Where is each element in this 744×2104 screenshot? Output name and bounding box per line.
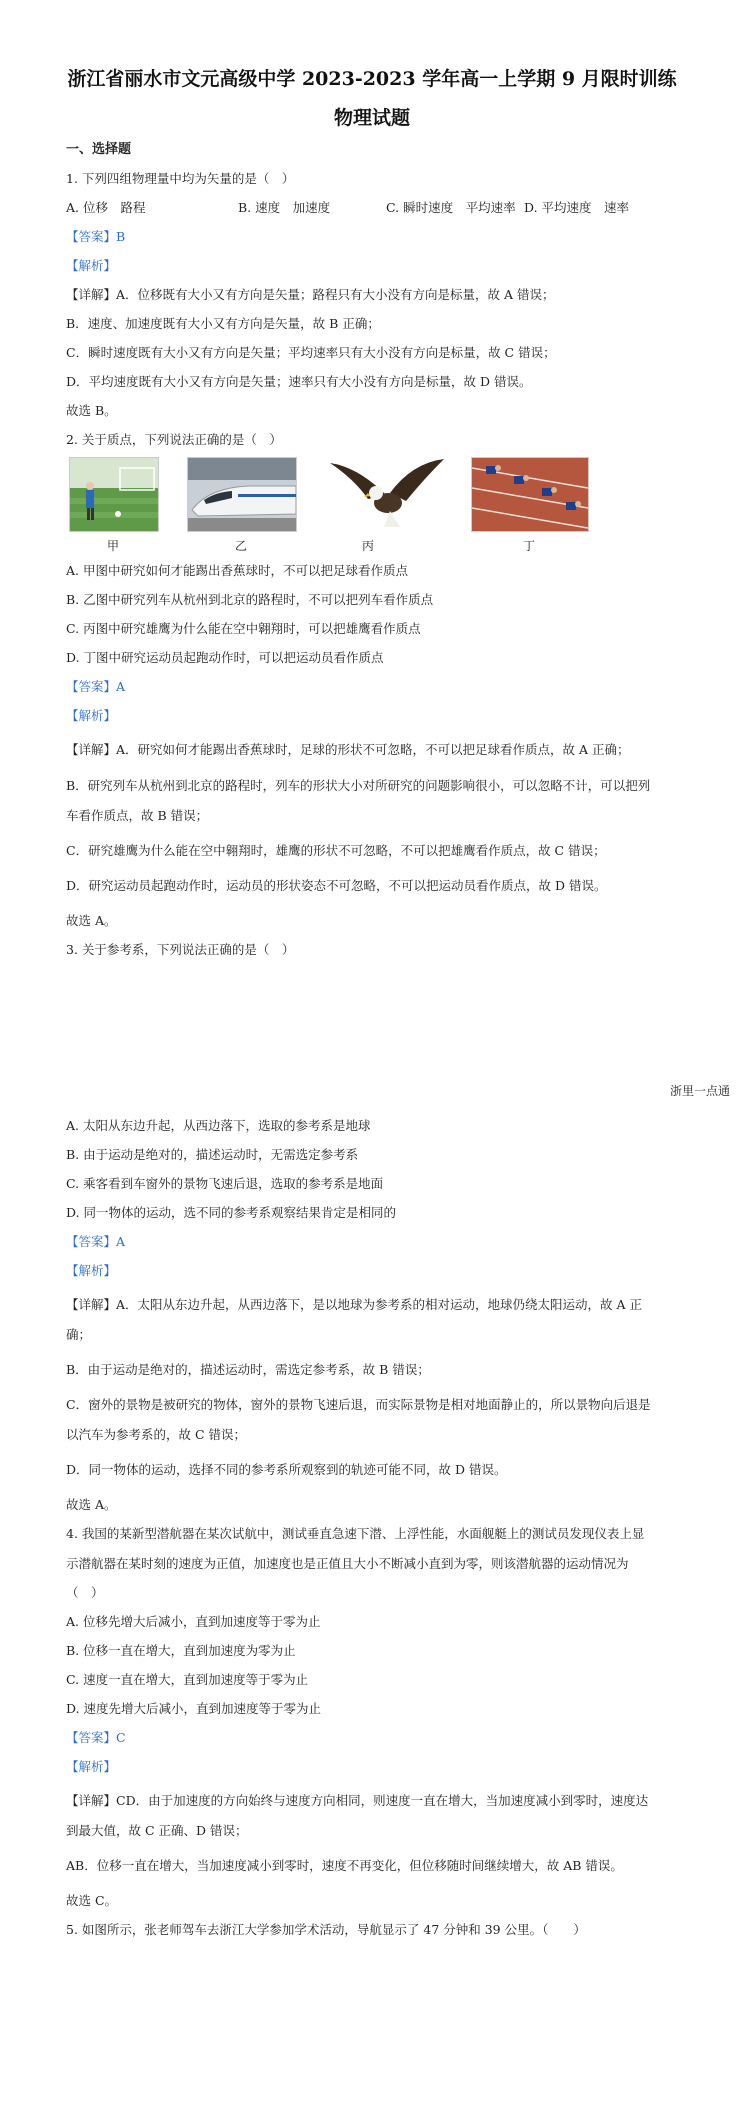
doc-title-line2: 物理试题 (333, 107, 410, 129)
section-heading: 一、选择题 (66, 142, 132, 157)
detail-line: B．速度、加速度既有大小又有方向是矢量，故 B 正确； (66, 316, 380, 331)
option-b: B. 乙图中研究列车从杭州到北京的路程时，不可以把列车看作质点 (66, 592, 434, 607)
conclusion: 故选 B。 (66, 403, 117, 418)
option-a: A. 太阳从东边升起，从西边落下，选取的参考系是地球 (66, 1118, 371, 1133)
analysis-label: 【解析】 (66, 1263, 117, 1278)
question-stem: 3. 关于参考系，下列说法正确的是（ ） (66, 942, 295, 957)
option-c: C. 瞬时速度 平均速率 (386, 200, 516, 215)
detail-line: 到最大值，故 C 正确、D 错误； (66, 1823, 248, 1838)
question-stem: 1. 下列四组物理量中均为矢量的是（ ） (66, 171, 295, 186)
option-a: A. 位移先增大后减小，直到加速度等于零为止 (66, 1614, 321, 1629)
conclusion: 故选 C。 (66, 1893, 118, 1908)
conclusion: 故选 A。 (66, 1497, 117, 1512)
option-b: B. 位移一直在增大，直到加速度为零为止 (66, 1643, 296, 1658)
detail-line: B．研究列车从杭州到北京的路程时，列车的形状大小对所研究的问题影响很小，可以忽略不计，可以把列 (66, 778, 651, 793)
doc-title-line1: 浙江省丽水市文元高级中学 2023-2023 学年高一上学期 9 月限时训练 (67, 68, 677, 90)
analysis-label: 【解析】 (66, 708, 117, 723)
image-caption: 丙 (361, 539, 374, 553)
soccer-image (69, 457, 159, 532)
analysis-label: 【解析】 (66, 1759, 117, 1774)
option-b: B. 速度 加速度 (238, 200, 331, 215)
answer-label: 【答案】A (66, 679, 126, 694)
answer-label: 【答案】B (66, 229, 126, 244)
option-a: A. 位移 路程 (66, 200, 146, 215)
detail-line: 以汽车为参考系的，故 C 错误； (66, 1427, 247, 1442)
image-caption: 甲 (106, 539, 119, 553)
option-c: C. 丙图中研究雄鹰为什么能在空中翱翔时，可以把雄鹰看作质点 (66, 621, 421, 636)
option-a: A. 甲图中研究如何才能踢出香蕉球时，不可以把足球看作质点 (66, 563, 408, 578)
option-d: D. 丁图中研究运动员起跑动作时，可以把运动员看作质点 (66, 650, 384, 665)
question-stem: 4. 我国的某新型潜航器在某次试航中，测试垂直急速下潜、上浮性能，水面舰艇上的测试员发现仪表上显 (66, 1526, 645, 1541)
option-c: C. 乘客看到车窗外的景物飞速后退，选取的参考系是地面 (66, 1176, 384, 1191)
detail-line: 【详解】A．太阳从东边升起，从西边落下，是以地球为参考系的相对运动，地球仍绕太阳运动，故 A 正 (66, 1297, 643, 1312)
question-stem: 5. 如图所示，张老师驾车去浙江大学参加学术活动，导航显示了 47 分钟和 39 公里。（ ） (66, 1922, 586, 1937)
option-c: C. 速度一直在增大，直到加速度等于零为止 (66, 1672, 309, 1687)
detail-line: 车看作质点，故 B 错误； (66, 808, 209, 823)
image-caption: 乙 (234, 539, 247, 553)
train-image (187, 457, 297, 532)
analysis-label: 【解析】 (66, 258, 117, 273)
detail-line: D．研究运动员起跑动作时，运动员的形状姿态不可忽略，不可以把运动员看作质点，故 D 错误。 (66, 878, 607, 893)
option-b: B. 由于运动是绝对的，描述运动时，无需选定参考系 (66, 1147, 359, 1162)
sprint-image (471, 457, 589, 532)
detail-line: AB．位移一直在增大，当加速度减小到零时，速度不再变化，但位移随时间继续增大，故 AB 错误。 (66, 1858, 623, 1873)
question-stem: 示潜航器在某时刻的速度为正值，加速度也是正值且大小不断减小直到为零，则该潜航器的运动情况为 (66, 1556, 629, 1571)
detail-line: 【详解】CD．由于加速度的方向始终与速度方向相同，则速度一直在增大，当加速度减小到零时，速度达 (66, 1793, 649, 1808)
answer-label: 【答案】A (66, 1234, 126, 1249)
detail-line: D．平均速度既有大小又有方向是矢量；速率只有大小没有方向是标量，故 D 错误。 (66, 374, 532, 389)
detail-line: 【详解】A．研究如何才能踢出香蕉球时，足球的形状不可忽略，不可以把足球看作质点，故 A 正确； (66, 742, 630, 757)
detail-line: D．同一物体的运动，选择不同的参考系所观察到的轨迹可能不同，故 D 错误。 (66, 1462, 507, 1477)
eagle-image (328, 457, 446, 530)
option-d: D. 同一物体的运动，选不同的参考系观察结果肯定是相同的 (66, 1205, 397, 1220)
option-d: D. 平均速度 速率 (524, 200, 630, 215)
detail-line: 【详解】A．位移既有大小又有方向是矢量；路程只有大小没有方向是标量，故 A 错误； (66, 287, 555, 302)
detail-line: C．瞬时速度既有大小又有方向是矢量；平均速率只有大小没有方向是标量，故 C 错误； (66, 345, 556, 360)
question-stem: 2. 关于质点，下列说法正确的是（ ） (66, 432, 282, 447)
watermark: 浙里一点通 (670, 1084, 731, 1098)
detail-line: 确； (66, 1327, 92, 1342)
detail-line: C．窗外的景物是被研究的物体，窗外的景物飞速后退，而实际景物是相对地面静止的，所以景物向后退是 (66, 1397, 651, 1412)
answer-label: 【答案】C (66, 1730, 126, 1745)
detail-line: B．由于运动是绝对的，描述运动时，需选定参考系，故 B 错误； (66, 1362, 430, 1377)
option-d: D. 速度先增大后减小，直到加速度等于零为止 (66, 1701, 322, 1716)
detail-line: C．研究雄鹰为什么能在空中翱翔时，雄鹰的形状不可忽略，不可以把雄鹰看作质点，故 C 错误； (66, 843, 606, 858)
question-stem: （ ） (66, 1585, 104, 1600)
image-caption: 丁 (522, 539, 535, 553)
conclusion: 故选 A。 (66, 913, 117, 928)
